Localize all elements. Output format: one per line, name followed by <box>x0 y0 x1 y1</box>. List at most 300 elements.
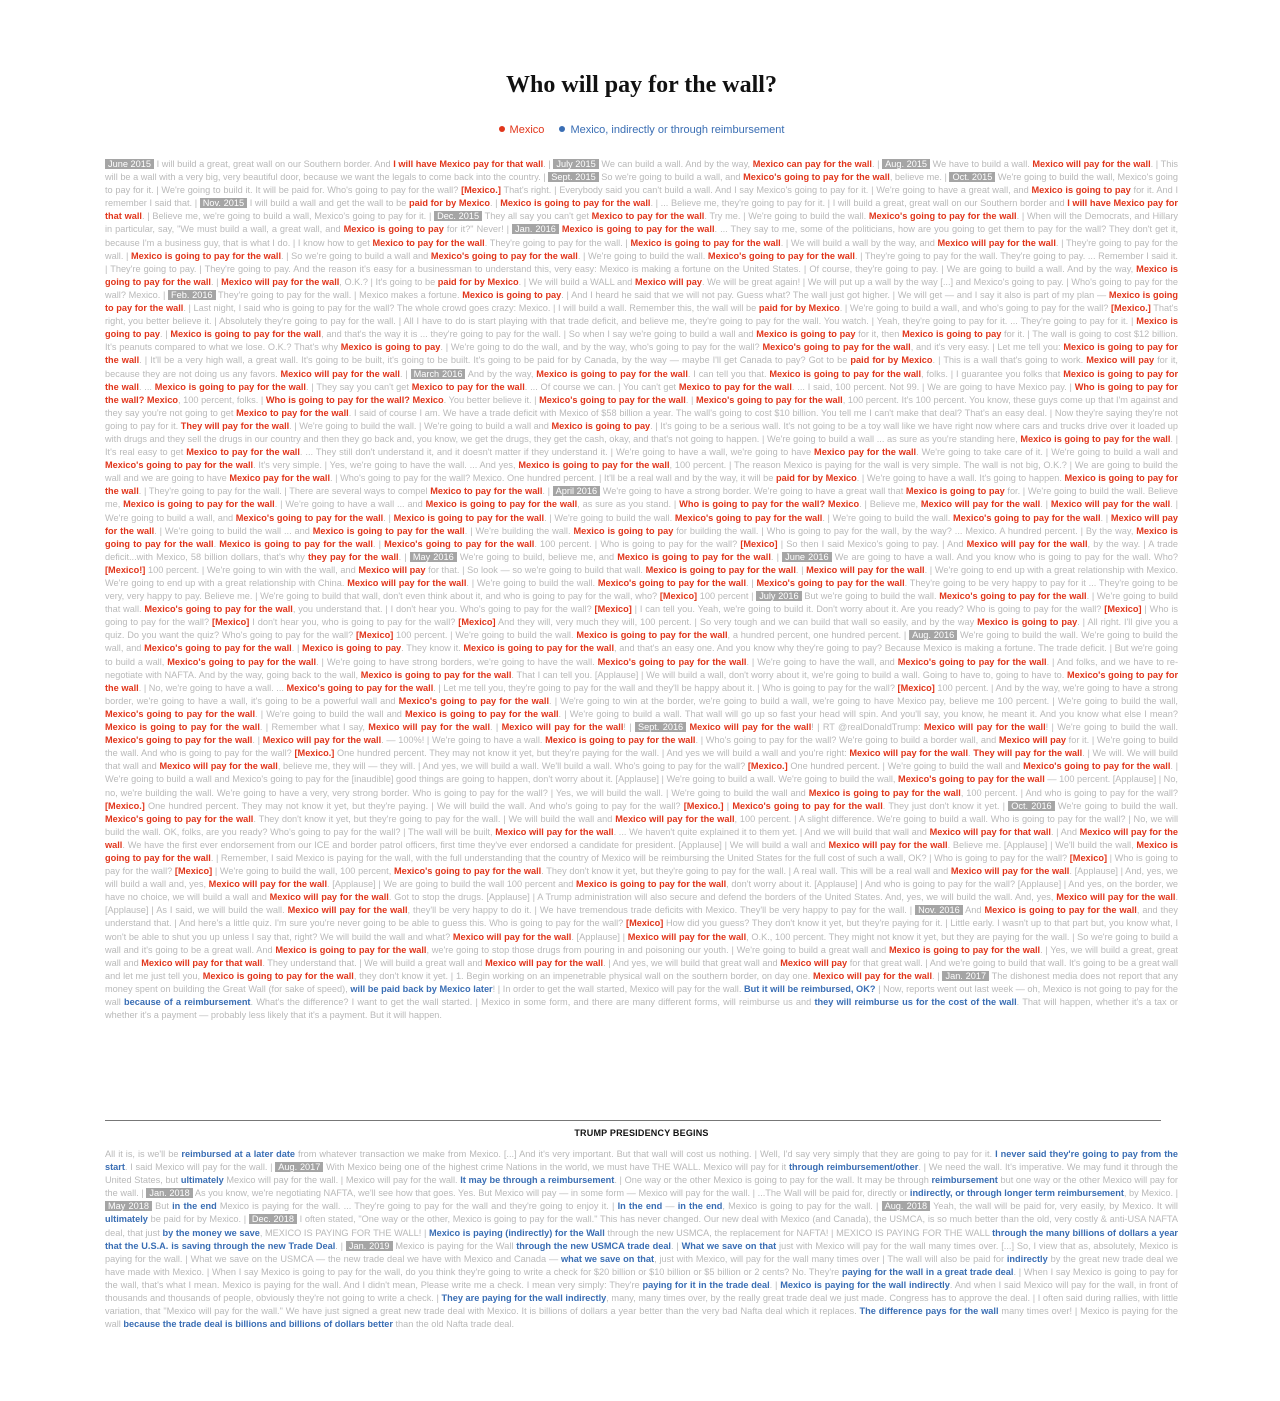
quote-mexico-pays: Mexico's going to pay for the wall <box>398 695 550 706</box>
quote-text: We can build a wall. And by the way, <box>598 159 753 169</box>
quote-mexico-pays: Mexico to pay for the wall <box>236 407 349 418</box>
quote-mexico-pays: Mexico is going to pay for the wall <box>170 329 322 340</box>
quote-mexico-pays: Who is going to pay for the wall? Mexico <box>679 499 860 510</box>
quote-text: So we're going to build a wall, and <box>598 172 744 183</box>
quote-mexico-pays: Mexico is going to pay for the wall <box>630 237 781 248</box>
quote-text: I don't hear you, who is going to pay for the wall? <box>249 617 459 628</box>
legend-label-indirect: Mexico, indirectly or through reimbursement <box>570 124 785 136</box>
quote-text: . | We need the wall. It's imperative. We may fund it through the United States, but <box>105 1162 1178 1186</box>
quote-text: . | So we're going to build a wall and <box>281 250 431 261</box>
quote-indirect-pay: It may be through a reimbursement <box>460 1175 615 1186</box>
quote-text: , Mexico is going to pay for the wall. | <box>722 1201 882 1212</box>
quote-mexico-pays: Mexico is going to pay for the wall <box>536 368 688 379</box>
date-tag: Jan. 2019 <box>346 1241 393 1251</box>
quote-text: . | We're going to build the wall. <box>466 578 598 588</box>
quote-mexico-pays: Mexico's going to pay for the wall <box>1023 761 1171 772</box>
quote-text: . ... I said, 100 percent. Not 99. | We are going to have Mexico pay. | <box>791 381 1075 392</box>
quote-indirect-pay: will be paid back by Mexico later <box>350 983 493 994</box>
quote-text: . Got to stop the drugs. [Applause] | A Trump administration will also secure and defend the borders of the United States. And, yes, we will build the wall. And, yes, <box>388 892 1057 903</box>
date-tag: Oct. 2016 <box>1008 801 1054 811</box>
quote-mexico-pays: Who is going to pay for the wall? Mexico <box>105 381 1178 405</box>
quote-mexico-pays: Mexico to pay for the wall <box>372 237 485 248</box>
legend-item-mexico <box>499 124 545 136</box>
quote-mexico-pays: Mexico will pay for the wall <box>627 931 747 942</box>
quote-text: . What's the difference? I want to get the wall started. | Mexico in some form, and there are many different forms, will reimburse us and <box>250 997 815 1007</box>
section-heading: TRUMP PRESIDENCY BEGINS <box>574 1128 709 1138</box>
quote-text: , we're going to stop those drugs from pouring in and poisoning our youth. | We're going to build a great wall and <box>426 944 890 955</box>
quote-text: We're going to build the wall. <box>1054 800 1179 811</box>
quote-text: — 100 percent. [Applause] | No, no, we're building the wall. We're going to have a very, very strong border. Who is going to pay for the wall? | Yes, we will build the wall. | We're going to build the wall and <box>105 774 1178 798</box>
quote-text: . I said Mexico will pay for the wall. | <box>124 1162 276 1173</box>
legend-item-indirect <box>559 124 784 136</box>
quote-text: many times over! | Mexico is paying for the wall <box>105 1306 1178 1330</box>
quote-text: . | Yes, we will build a great, great wall and <box>105 944 1178 968</box>
quotes-before-presidency <box>105 158 1178 1022</box>
quote-text: . | One way or the other Mexico is going to pay for the wall. It may be through <box>614 1175 932 1186</box>
quote-mexico-pays: Mexico is going to pay for the wall <box>105 368 1179 392</box>
quote-mexico-pays: Mexico is going to pay for the wall <box>105 342 1178 366</box>
quote-mexico-pays: Mexico is going to pay for the wall <box>393 512 545 523</box>
quotes-after-presidency <box>105 1148 1178 1331</box>
quote-mexico-pays: Mexico to pay for the wall <box>411 381 525 392</box>
quote-text: . They don't know it yet, but they're going to pay for the wall. | A real wall. This will be a real wall and <box>541 866 951 877</box>
quote-text: . | This will be a wall with a very big, very beautiful door, because we want the legals to come back into the country. | <box>105 159 1178 183</box>
quote-text: . | It'll be a very high wall, a great wall. It's going to be built, it's going to be built. It's going to be paid for by Canada, by the way — maybe I'll get Canada to pay? Got to be <box>139 355 851 366</box>
quote-mexico-pays: Mexico's going to pay for the wall <box>105 708 256 719</box>
quote-text: . | And <box>1050 826 1080 837</box>
quote-mexico-pays: Mexico's going to pay for the wall <box>939 591 1087 602</box>
quote-mexico-pays: Mexico's going to pay for the wall <box>430 250 578 261</box>
quote-text: . | No, we're going to have a wall. ... <box>138 682 287 693</box>
quote-mexico-pays: [Mexico] <box>458 617 496 628</box>
quote-indirect-pay: ultimately <box>180 1175 224 1186</box>
date-tag: Dec. 2015 <box>434 211 482 221</box>
quote-text: , and they understand that. | And here's a little quiz. I'm sure you're never going to be able to guess this. Who is going to pay for the wall? <box>105 905 1178 929</box>
quote-text: . | We're going to have a wall. It's going to happen. <box>856 473 1065 484</box>
quote-text: . | <box>543 159 554 169</box>
quote-text: , a hundred percent, one hundred percent. | <box>727 630 910 641</box>
quote-mexico-pays: Mexico can pay for the wall <box>752 159 872 169</box>
quote-mexico-pays: Mexico will pay for the wall <box>1050 499 1171 510</box>
quote-mexico-pays: Mexico is going to pay for the wall <box>576 630 728 641</box>
quote-mexico-pays: Mexico will pay <box>1086 355 1155 366</box>
quote-mexico-pays: [Mexico.] <box>294 748 335 759</box>
quote-mexico-pays: [Mexico.] <box>747 761 788 772</box>
quote-text: . They just don't know it yet. | <box>882 800 1009 811</box>
legend-dot-red <box>499 126 505 132</box>
legend-label-mexico: Mexico <box>509 124 545 136</box>
quote-text: | Who is going to pay for the wall? <box>105 852 1178 877</box>
quote-text: for it, then <box>855 329 903 340</box>
quote-mexico-pays: Mexico will pay for the wall <box>813 970 933 981</box>
quote-mexico-pays: They will pay for the wall <box>180 420 290 431</box>
quote-text: . | <box>1100 512 1111 523</box>
quote-indirect-pay: The difference pays for the wall <box>859 1306 999 1317</box>
date-tag: March 2016 <box>411 369 466 379</box>
quote-text: . | <box>770 551 783 562</box>
quote-indirect-pay: through the many billions of dollars a year that the U.S.A. is saving through the new Trade Deal <box>105 1227 1179 1251</box>
quote-text: . | All right. I'll give you a quiz. Do you want the quiz? Who's going to pay for the wall? <box>105 617 1178 641</box>
quote-text: I will build a great, great wall on our Southern border. And <box>153 159 394 169</box>
quote-mexico-pays: Who is going to pay for the wall? Mexico <box>265 394 444 405</box>
quote-text: ! | RT @realDonaldTrump: <box>811 722 924 733</box>
quote-indirect-pay: what we save on that <box>561 1253 655 1264</box>
quote-mexico-pays: Mexico is going to pay for the wall <box>360 669 512 680</box>
quote-text: | <box>723 800 733 811</box>
page-title: Who will pay for the wall? <box>506 72 777 98</box>
quote-mexico-pays: Mexico is going to pay for the wall <box>105 722 260 733</box>
quote-mexico-pays: Mexico will pay for the wall <box>937 237 1056 248</box>
quote-text: , as sure as you stand. | <box>577 499 680 510</box>
quote-text: . | Who's going to pay for the wall? We're going to build a border wall, and <box>695 735 999 746</box>
quote-text: . | We're going to end up with a great relationship with Mexico. We're going to end up with a great relationship with China. <box>105 564 1178 588</box>
quote-text: . | <box>685 394 696 405</box>
quote-text: . That will happen, whether it's a tax or whether it's a payment — probably less likely that it's a payment. But it will happen. <box>105 997 1178 1021</box>
quote-text: , many, many times over, by the really great trade deal we just made. Congress has to approve the deal. | I often said during rallies, with little variation, that "Mexico will pay for the wall." We have just signed a great new trade deal with Mexico. It is billions of dollars a year better than the very bad Nafta deal which it replaces. <box>105 1293 1178 1317</box>
quote-mexico-pays: Mexico will pay for the wall <box>966 538 1088 549</box>
quote-mexico-pays: [Mexico.] <box>461 185 501 196</box>
quote-text: for. | We're going to build the wall. Believe me, <box>105 486 1179 510</box>
quote-mexico-pays: paid for by Mexico <box>437 276 519 287</box>
quote-mexico-pays: [Mexico] <box>355 630 394 641</box>
quote-text: ! | <box>623 722 635 733</box>
quote-text: . We have the first ever endorsement from our ICE and border patrol officers, first time they've ever endorsed a candidate for president. [Applause] | We will build a wall and <box>122 839 829 850</box>
quote-indirect-pay: What we save on that <box>681 1240 777 1251</box>
quote-mexico-pays: Mexico's going to pay for the wall <box>732 800 883 811</box>
quote-indirect-pay: ultimately <box>105 1214 148 1225</box>
quote-mexico-pays: Mexico is going to pay <box>340 342 441 353</box>
quote-mexico-pays: Mexico's going to pay for the wall <box>597 578 746 588</box>
quote-indirect-pay: because the trade deal is billions and billions of dollars better <box>123 1319 393 1330</box>
legend-dot-blue <box>559 126 565 132</box>
quote-mexico-pays: paid for by Mexico <box>850 355 933 366</box>
quote-text: | We're going to build the wall, 100 percent, <box>212 866 394 877</box>
quote-text: . <box>213 538 220 549</box>
quote-text: We're going to have a strong border. We're going to have a great wall that <box>600 486 906 497</box>
quote-text: . They're going to pay for the wall. | <box>484 237 631 248</box>
quote-indirect-pay: because of a reimbursement <box>124 997 251 1007</box>
date-tag: Nov. 2016 <box>915 905 963 915</box>
quote-text: . | They're going to pay for the wall. | <box>105 237 1178 261</box>
quote-mexico-pays: They will pay for the wall <box>973 748 1083 759</box>
quote-text: . | <box>291 643 303 654</box>
quote-mexico-pays: Mexico is going to pay for the wall <box>275 944 427 955</box>
quote-mexico-pays: [Mexico.] <box>683 800 724 811</box>
quote-mexico-pays: Mexico is going to pay for the wall <box>123 499 275 510</box>
quote-text: . [Applause] | And, yes, we will build a wall and, yes, <box>105 866 1178 890</box>
quote-indirect-pay: I never said they're going to pay from the start <box>105 1149 1179 1173</box>
quote-indirect-pay: In the end <box>617 1201 663 1212</box>
quote-mexico-pays: Mexico will pay for the wall <box>501 722 624 733</box>
quote-text: by the great new trade deal we have made with Mexico. | When I say Mexico is going to pay for the wall, do you think they're going to write a check for $20 billion or $10 billion or $5 billion or 2 cents? No. They're <box>105 1253 1178 1277</box>
quote-text: . Believe me. [Applause] | We'll build the wall, <box>947 839 1137 850</box>
quote-mexico-pays: Mexico is going to pay for the wall <box>984 905 1137 916</box>
quote-indirect-pay: through reimbursement/other <box>789 1162 919 1173</box>
date-tag: Aug. 2018 <box>882 1201 931 1211</box>
quote-mexico-pays: Mexico's going to pay for the wall <box>674 512 823 523</box>
quote-text: for it. | The wall is going to cost $12 billion. It's peanuts compared to what we lose. O.K.? That's why <box>105 329 1179 353</box>
quote-text: , just with Mexico, will pay for the wall many times over | The wall will also be paid for <box>654 1253 1007 1264</box>
quote-mexico-pays: Mexico will pay for the wall <box>269 892 389 903</box>
quote-mexico-pays: Mexico will pay for the wall <box>1056 892 1176 903</box>
quote-mexico-pays: paid for by Mexico <box>758 303 840 314</box>
quote-mexico-pays: Mexico will pay for the wall <box>347 578 467 588</box>
quote-text: . We're going to take care of it. | We're going to build a wall and <box>916 447 1179 458</box>
quote-mexico-pays: Mexico pay for the wall <box>814 447 917 458</box>
quote-indirect-pay: Mexico is paying (indirectly) for the Wall <box>428 1227 605 1238</box>
quote-indirect-pay: in the end <box>677 1201 723 1212</box>
quote-mexico-pays: Mexico pay for the wall <box>229 473 331 484</box>
quote-mexico-pays: paid for by Mexico <box>775 473 857 484</box>
quote-mexico-pays: Mexico is going to pay for the wall <box>131 250 281 261</box>
date-tag: Jan. 2018 <box>146 1188 192 1198</box>
quote-text: , 100 percent. | A slight difference. We're going to build a wall. Who is going to pay for the wall? | No, we will build the wall. OK, folks, are you ready? Who's going to pay for the wall? | The wall will be built, <box>105 813 1179 837</box>
quote-mexico-pays: Mexico's going to pay for the wall <box>868 211 1017 222</box>
quote-mexico-pays: Mexico is going to pay for the wall <box>105 473 1178 497</box>
date-tag: April 2016 <box>553 486 600 496</box>
quote-mexico-pays: Mexico is going to pay <box>462 289 562 300</box>
quote-text: . | <box>1040 499 1051 510</box>
quote-text: All it is, is we'll be <box>105 1149 182 1159</box>
quote-mexico-pays: Mexico's going to pay for the wall <box>707 250 855 261</box>
quote-text: One hundred percent. They may not know it yet, but they're paying. | We will build the wall. And who's going to pay for the wall? <box>144 800 684 811</box>
quote-mexico-pays: [Mexico] <box>594 604 632 615</box>
quote-text: , O.K., 100 percent. They might not know it yet, but they are paying for the wall. | So we're going to build a wall and it's going to be a great wall. And <box>105 931 1179 955</box>
quote-text: , by Mexico. | <box>1123 1188 1179 1199</box>
quote-text: . | We're going to build the wall. <box>577 250 708 261</box>
quote-text: With Mexico being one of the highest crime Nations in the world, we must have THE WALL. Mexico will pay for it <box>323 1162 789 1173</box>
quote-mexico-pays: Mexico is going to pay <box>551 420 651 431</box>
quote-mexico-pays: Mexico will pay for the wall <box>208 879 328 890</box>
quote-mexico-pays: Mexico will pay for the wall <box>950 866 1070 877</box>
quote-indirect-pay: in the end <box>172 1201 217 1212</box>
quote-mexico-pays: [Mexico] <box>1104 604 1142 615</box>
quote-mexico-pays: Mexico will pay <box>634 276 702 287</box>
quote-indirect-pay: indirectly <box>1006 1253 1048 1264</box>
quote-text: for it. | We're going to build the wall. And who is going to pay for the wall? <box>105 735 1179 759</box>
quote-mexico-pays: Mexico's going to pay for the wall <box>756 578 905 588</box>
quote-text: . | <box>795 564 807 575</box>
quote-text: . They're going to be very happy to pay for it ... They're going to be very, very happy to pay. Believe me. | We're going to build that wall, don't even think about it, and who is going to pay for the wall, who? <box>105 578 1178 602</box>
quote-text: . | They're going to pay for the wall. They're going to pay. ... Remember I said it. | They're going to pay. | They're going to pay. And the reason it's easy for a businessman to understand this, very easy: Mexico is making a fortune on the United States. | Of course, they're going to pay. | We are going to build a wall. And by the way, <box>105 250 1178 274</box>
quote-mexico-pays: Mexico is going to pay <box>1031 185 1131 196</box>
quote-text: . | <box>372 538 385 549</box>
quote-text: . They understand that. | We will build a great wall and <box>262 957 486 968</box>
quote-mexico-pays: Mexico will pay for the wall <box>105 512 1179 536</box>
quote-text: . | It's going to be a serious wall. It's not going to be a toy wall like we have right now where cars and trucks drive over it loaded up with drugs and they sell the drugs in our country and then they go back and, you know, we get the drugs, they get the cash, okay, and that's not going to happen. | We're going to build a wall ... as sure as you're standing here, <box>105 420 1178 444</box>
quote-mexico-pays: Mexico's going to pay for the wall <box>384 538 535 549</box>
quote-text: . Try me. | We're going to build the wall. <box>704 211 869 222</box>
quote-text: But we're going to build the wall. <box>801 591 940 602</box>
quote-indirect-pay: indirectly, or through longer term reimbursement <box>909 1188 1124 1199</box>
quote-mexico-pays: Mexico's going to pay for the wall <box>393 866 542 877</box>
quote-mexico-pays: [Mexico] <box>212 617 250 628</box>
quote-mexico-pays: Mexico's going to pay for the wall <box>167 656 317 667</box>
quote-text: . | We're going to have strong borders, we're going to have the wall. <box>316 656 598 667</box>
quote-text: , don't worry about it. [Applause] | And who is going to pay for the wall? [Applause] | And yes, on the border, we have no choice, we will build a wall and <box>105 879 1179 903</box>
quote-text: 100 percent. | And by the way, we're going to have a strong border, we're going to have a wall, it's going to be a powerful wall and <box>105 682 1179 706</box>
quote-text: . | We're going to build a wall, and who's going to pay for the wall? <box>839 303 1111 314</box>
quote-mexico-pays: [Mexico] <box>174 866 213 877</box>
quote-text: . ... They still don't understand it, and it doesn't matter if they understand it. | We're going to have a wall, we're going to have <box>299 447 815 458</box>
date-tag: May 2018 <box>105 1201 152 1211</box>
quote-text: — <box>662 1201 678 1212</box>
quote-text: . | Believe me, we're going to build a wall, Mexico's going to pay for it. | <box>141 211 435 222</box>
quote-mexico-pays: Mexico will pay for the wall <box>368 722 491 733</box>
quote-text: And they will, very much they will, 100 percent. | So very tough and we can build that wall so easily, and by the way <box>495 617 978 628</box>
quote-text: . | Remember, I said Mexico is paying for the wall, with the full understanding that the country of Mexico will be reimbursing the United States for the full cost of such a wall, OK? | Who is going to pay for the wall? <box>210 852 1070 863</box>
quote-text: . | We're going to build a wall and Mexico's going to pay for the [inaudible] good things are going to happen, don't worry about it. [Applause] | We're going to build a wall. We're going to build the wall, <box>105 761 1178 785</box>
quote-text: , O.K.? | It's going to be <box>339 276 438 287</box>
quote-mexico-pays: Mexico to pay for the wall <box>591 211 705 222</box>
quote-text: As you know, we're negotiating NAFTA, we'll see how that goes. Yes. But Mexico will pay — in some form — Mexico will pay for the wall. | ...The Wall will be paid for, directly or <box>192 1188 910 1199</box>
quote-mexico-pays: Mexico's going to pay for the wall <box>953 512 1101 523</box>
quote-indirect-pay: reimbursed at a later date <box>181 1149 296 1159</box>
quote-text: Yeah, the wall will be paid for, very easily, by Mexico. It will <box>930 1201 1178 1212</box>
quote-mexico-pays: Mexico is going to pay for the wall <box>889 944 1041 955</box>
quote-indirect-pay: Mexico is paying for the wall indirectly <box>780 1279 950 1290</box>
quote-mexico-pays: [Mexico.] <box>105 800 145 811</box>
quote-mexico-pays: Mexico will pay for the wall <box>280 368 400 379</box>
quote-text: , believe me, they will — they will. | And yes, we will build a wall. We'll build a wall. Who's going to pay for the wall? <box>277 761 748 772</box>
quote-text: . | Last night, I said who is going to pay for the wall? The whole crowd goes crazy: Mexico. | I will build a wall. Remember this, the wall will be <box>183 303 759 314</box>
quote-text: . | We will build a wall by the way, and <box>780 237 938 248</box>
quote-text: | Who is going to pay for the wall? <box>105 604 1179 628</box>
quote-mexico-pays: Mexico is going to pay for the wall <box>545 735 696 746</box>
quote-mexico-pays: [Mexico] <box>659 591 698 602</box>
quote-text: . | They say you can't get <box>306 381 412 392</box>
section-divider <box>105 1120 1161 1121</box>
quote-mexico-pays: Mexico is going to pay for the wall <box>617 551 771 562</box>
quote-text: from whatever transaction we make from Mexico. [...] And it's very important. But that wall will cost us nothing. | Well, I'd say very simply that they are going to pay for it. <box>295 1149 996 1159</box>
quote-text: . | <box>335 1240 346 1251</box>
quote-text: , by the way. | A trade deficit...with Mexico, 58 billion dollars, that's why <box>105 538 1179 562</box>
quote-mexico-pays: Mexico will pay <box>780 957 848 968</box>
date-tag: Jan. 2016 <box>512 224 559 234</box>
quote-mexico-pays: Mexico will pay for the wall <box>485 957 604 968</box>
quote-text: . | We will. We will build that wall and <box>105 748 1179 772</box>
quote-text: . | We're going to build the wall and <box>255 708 406 719</box>
quote-mexico-pays: Mexico is going to pay for the wall <box>769 368 922 379</box>
quote-mexico-pays: Mexico is going to pay <box>756 329 856 340</box>
quote-text: . 100 percent. | Who is going to pay for the wall? <box>534 538 741 549</box>
date-tag: Aug. 2015 <box>882 159 930 169</box>
quote-mexico-pays: Mexico is going to pay <box>573 525 674 536</box>
quote-text: . They know it. <box>401 643 464 654</box>
quote-indirect-pay: by the money we save <box>162 1227 260 1238</box>
quote-mexico-pays: [Mexico] <box>1069 852 1108 863</box>
quote-mexico-pays: Mexico will pay for the wall <box>923 722 1046 733</box>
quote-text: . | When will the Democrats, and Hillary in particular, say, "We must build a wall, a great wall, and <box>105 211 1178 235</box>
quote-mexico-pays: [Mexico] <box>740 538 778 549</box>
quote-mexico-pays: Mexico's going to pay for the wall <box>898 774 1045 785</box>
date-tag: June 2015 <box>105 159 154 169</box>
quote-mexico-pays: Mexico is going to pay for the wall <box>105 289 1178 314</box>
quote-mexico-pays: Mexico is going to pay for the wall <box>219 538 373 549</box>
quote-text: . I said of course I am. We have a trade deficit with Mexico of $58 billion a year. The wall's going to cost $10 billion. You tell me I can't make that deal? That's an easy deal. | Now they're saying they're not going to pay for it. <box>105 407 1178 431</box>
quote-text: be paid for by Mexico. | <box>147 1214 249 1225</box>
quote-text: . | We're going to do the wall, and by the way, who's going to pay for the wall? <box>440 342 763 353</box>
quote-text: | Now, reports went out last week — oh, Mexico is not going to pay for the wall <box>105 983 1179 1007</box>
date-tag: Sept. 2015 <box>548 172 598 182</box>
quote-text: One hundred percent. | We're going to build the wall and <box>787 761 1024 772</box>
quote-text: , you understand that. | I don't hear you. Who's going to pay for the wall? <box>292 604 595 615</box>
quote-text: . | We're going to build a wall, and <box>105 499 1178 523</box>
quote-indirect-pay: They are paying for the wall indirectly <box>441 1293 607 1304</box>
quote-text: for it?" Never! | <box>443 224 513 235</box>
quote-mexico-pays: Mexico will pay <box>358 564 426 575</box>
quote-text: , MEXICO IS PAYING FOR THE WALL! | <box>259 1227 429 1238</box>
quote-text: , believe me. | <box>889 172 950 183</box>
quote-mexico-pays: [Mexico!] <box>105 564 146 575</box>
quote-text: just with Mexico will pay for the wall many times over. [...] So, I view that as, absolutely, Mexico is paying for the wall. | What we save on the USMCA — the new trade deal we have with Mexico and Canada — <box>105 1240 1178 1264</box>
quote-text: . | Believe me, <box>859 499 921 510</box>
quote-text: for it. And I remember I said that. | <box>105 185 1178 209</box>
quote-text: . | We're going to build the wall. <box>544 512 675 523</box>
date-tag: Feb. 2016 <box>168 290 216 300</box>
quote-mexico-pays: Mexico will pay for the wall <box>262 735 382 746</box>
quote-mexico-pays: Mexico is going to pay for the wall <box>645 564 796 575</box>
quote-text: . [Applause] | We are going to build the wall 100 percent and <box>327 879 577 890</box>
quote-text: . They don't know it yet, but they're going to pay for the wall. | We will build the wall and <box>253 813 616 824</box>
quote-text: . ... Of course we can. | You can't get <box>524 381 679 392</box>
quote-mexico-pays: Mexico is going to pay for the wall <box>518 460 670 471</box>
quote-mexico-pays: Mexico will pay for the wall <box>452 931 572 942</box>
date-tag: May 2016 <box>410 552 457 562</box>
quote-mexico-pays: Mexico will pay for the wall <box>495 826 614 837</box>
quote-indirect-pay: paying for it in the trade deal <box>642 1279 770 1290</box>
date-tag: July 2015 <box>553 159 598 169</box>
quote-text: . | <box>490 722 502 733</box>
quote-mexico-pays: Mexico's going to pay for the wall <box>105 735 253 746</box>
quote-text: , and it's very easy. | Let me tell you: <box>910 342 1064 353</box>
quote-text: They're going to pay for the wall. | Mexico makes a fortune. <box>215 289 463 300</box>
quote-text: . | <box>398 551 410 562</box>
quote-mexico-pays: Mexico's going to pay for the wall <box>144 643 292 654</box>
quote-text: . | We're going to build the wall. <box>822 512 954 523</box>
quote-text: . | ... Believe me, they're going to pay for it. | I will build a great, great wall on our Southern border and <box>650 198 1068 209</box>
date-tag: Aug. 2016 <box>909 630 957 640</box>
quote-indirect-pay: they will reimburse us for the cost of the wall <box>814 997 1017 1007</box>
quote-text: than the old Nafta trade deal. <box>392 1319 515 1330</box>
quote-mexico-pays: Mexico is going to pay for the wall <box>425 499 578 510</box>
quote-text: , 100 percent. | And who is going to pay for the wall? <box>960 787 1179 798</box>
quote-text: . [Applause] | <box>571 931 628 942</box>
quote-mexico-pays: Mexico will pay for the wall <box>287 905 408 916</box>
quote-text: for that great wall. | And we're going to build that wall. It's going to be a great wall and let me just tell you, <box>105 957 1179 981</box>
quote-text: We're going to build the wall, Mexico's going to pay for it. | We're going to build it. It will be paid for. Who's going to pay for the wall? <box>105 172 1179 196</box>
quote-text: . | <box>399 368 411 379</box>
quote-text: . | <box>746 578 757 588</box>
quote-text: . | <box>252 735 263 746</box>
quote-mexico-pays: Mexico will pay for the wall <box>849 748 969 759</box>
quote-text: . | <box>932 970 943 981</box>
quote-indirect-pay: reimbursement <box>931 1175 998 1186</box>
quote-text: . | And yes, we will build that great wall and <box>603 957 781 968</box>
quote-text: . | We're going to build a wall. That wall will go up so fast your head will spin. And you'll say, you know, he meant it. And you know what else I mean? <box>558 708 1178 719</box>
quote-mexico-pays: Mexico's going to pay for the wall <box>597 656 747 667</box>
quote-text: . | Remember what I say, <box>259 722 369 733</box>
quote-text: for that. | So look — so we're going to build that wall. <box>425 564 646 575</box>
quote-text: . That I can tell you. [Applause] | We will build a wall, don't worry about it, we're going to build a wall. Going to have to, going to have to. <box>511 669 1068 680</box>
quote-text: That's right, you better believe it. | Absolutely they're going to pay for the wall. | All I have to do is start playing with that trade deficit, and believe me, they're going to pay for the wall. You watch. | Yeah, they're going to pay for it. ... They're going to pay for it. | <box>105 303 1179 327</box>
quote-text: . You better believe it. | <box>443 394 540 405</box>
quote-text: . ... <box>138 381 155 392</box>
quote-text: . | We will build a WALL and <box>518 276 635 287</box>
quote-text: for it, because they are not doing us any favors. <box>105 355 1178 379</box>
quote-text: The dishonest media does not report that any money spent on building the Great Wall (for sake of speed), <box>105 970 1179 994</box>
quote-text: Mexico will pay for the wall. | Mexico will pay for the wall. <box>223 1175 461 1186</box>
